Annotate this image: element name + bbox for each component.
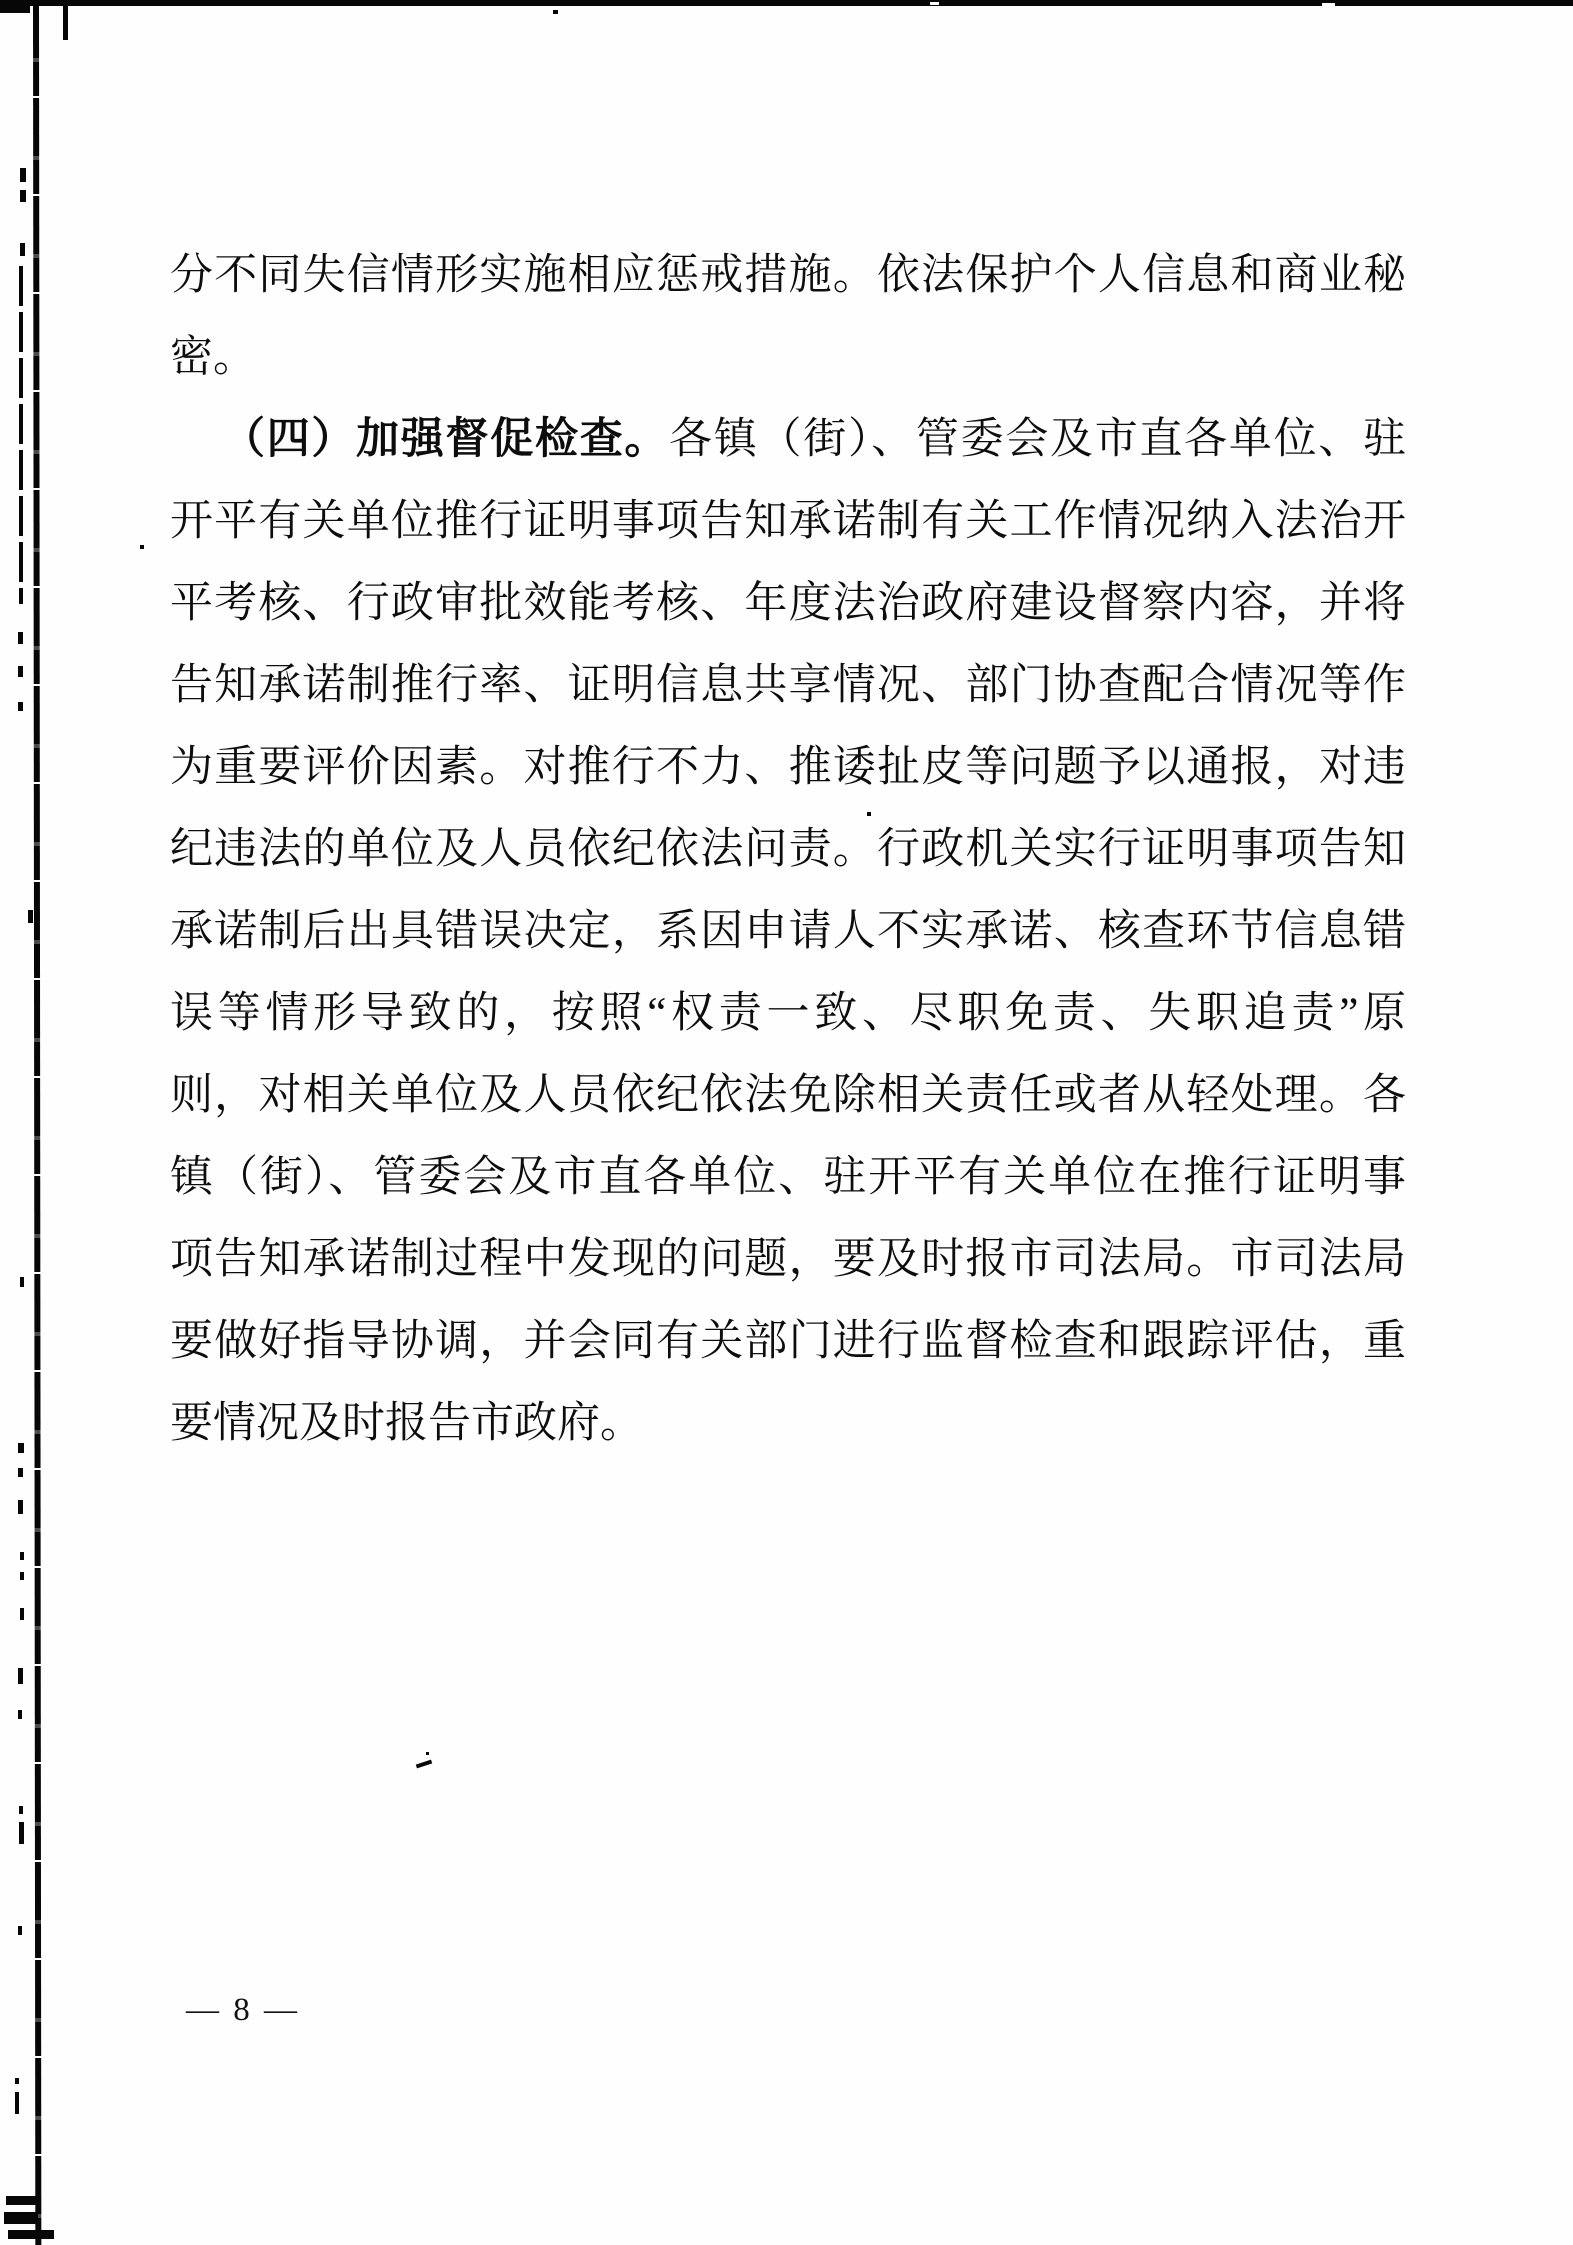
scan-mark — [20, 190, 26, 202]
text-line: 密。 — [170, 334, 256, 381]
text-line: 项告知承诺制过程中发现的问题，要及时报市司法局。市司法局 — [170, 1236, 1406, 1283]
text-span: 各镇（街）、管委会及市直各单位、驻 — [669, 416, 1407, 463]
scan-mark — [4, 2212, 38, 2224]
scan-speck — [553, 10, 558, 14]
text-line: 纪违法的单位及人员依纪依法问责。行政机关实行证明事项告知 — [170, 826, 1406, 873]
scan-mark — [18, 632, 23, 644]
text-line: 误等情形导致的，按照“权责一致、尽职免责、失职追责”原 — [170, 990, 1406, 1037]
text-line: 镇（街）、管委会及市直各单位、驻开平有关单位在推行证明事 — [170, 1154, 1406, 1201]
scan-mark — [19, 1822, 24, 1844]
text-line: 承诺制后出具错误决定，系因申请人不实承诺、核查环节信息错 — [170, 908, 1406, 955]
scan-corner-mark — [0, 0, 30, 13]
scan-edge-top — [0, 0, 1573, 6]
scan-mark — [18, 1668, 23, 1684]
scan-mark — [20, 1552, 24, 1560]
section-heading-line — [170, 399, 1406, 481]
scan-mark — [18, 1710, 22, 1719]
scan-mark — [20, 243, 25, 256]
document-body — [170, 235, 1406, 1465]
text-line: 则，对相关单位及人员依纪依法免除相关责任或者从轻处理。各 — [170, 1072, 1406, 1119]
scan-mark — [6, 2196, 36, 2205]
scan-mark — [18, 1443, 24, 1453]
scan-mark — [20, 1277, 24, 1287]
text-line: 分不同失信情形实施相应惩戒措施。依法保护个人信息和商业秘 — [170, 252, 1406, 299]
text-line: 告知承诺制推行率、证明信息共享情况、部门协查配合情况等作 — [170, 662, 1406, 709]
scan-mark — [18, 666, 23, 677]
scan-mark — [19, 1806, 23, 1814]
scan-mark — [8, 2230, 54, 2239]
scan-mark — [15, 2092, 19, 2114]
scan-mark — [18, 1500, 23, 1514]
scan-mark — [20, 168, 26, 182]
scan-mark — [20, 1608, 24, 1620]
text-line: 开平有关单位推行证明事项告知承诺制有关工作情况纳入法治开 — [170, 498, 1406, 545]
scan-mark — [18, 702, 23, 711]
scan-binding-line — [33, 0, 41, 2245]
page-number: — 8 — — [186, 1992, 300, 2028]
scan-speck — [930, 2, 939, 5]
text-line: 要做好指导协调，并会同有关部门进行监督检查和跟踪评估，重 — [170, 1318, 1406, 1365]
scan-speck — [140, 545, 144, 549]
scan-mark — [63, 6, 68, 40]
scan-mark — [20, 1572, 24, 1580]
scan-mark — [28, 910, 33, 923]
scan-dash — [416, 1760, 432, 1769]
scan-mark — [18, 1926, 22, 1935]
text-line: 平考核、行政审批效能考核、年度法治政府建设督察内容，并将 — [170, 580, 1406, 627]
scan-speck — [1322, 3, 1335, 6]
scan-mark — [18, 1468, 23, 1477]
scan-speck — [426, 1752, 429, 1755]
text-line: 要情况及时报告市政府。 — [170, 1400, 643, 1447]
text-line: 为重要评价因素。对推行不力、推诿扯皮等问题予以通报，对违 — [170, 744, 1406, 791]
scan-binding-line-secondary — [19, 266, 23, 604]
scan-mark — [15, 2078, 19, 2084]
section-heading: （四）加强督促检查。 — [222, 416, 670, 463]
